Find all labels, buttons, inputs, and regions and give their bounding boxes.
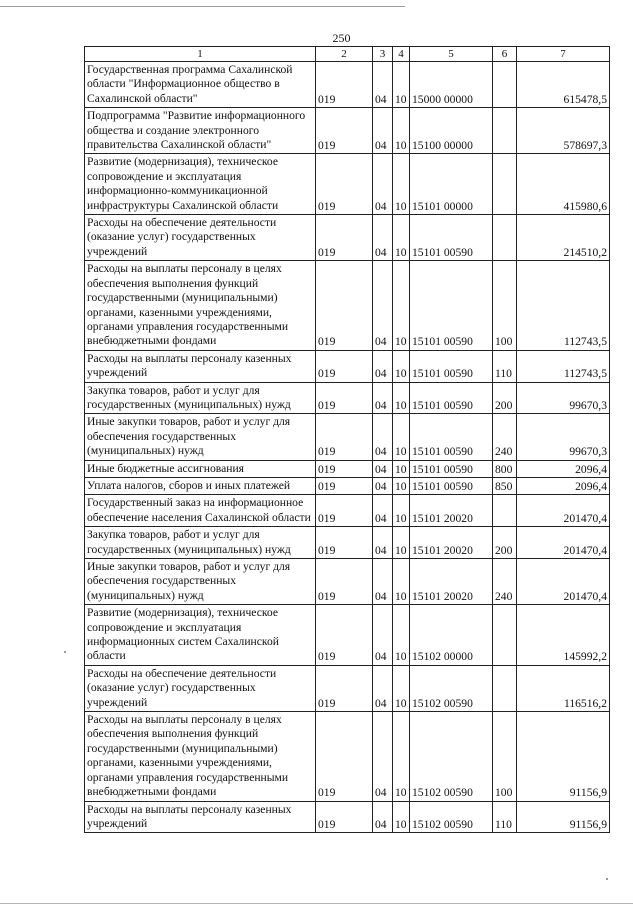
table-row [85, 108, 610, 154]
cell-name: Расходы на обеспечение деятельности (оказание услуг) государственных учреждений [85, 665, 316, 711]
cell-name: Государственная программа Сахалинской области "Информационное общество в Сахалинской области" [85, 62, 316, 108]
cell-subsection: 10 [393, 382, 410, 414]
cell-expense-type [493, 605, 517, 666]
cell-subsection: 10 [393, 215, 410, 261]
cell-subsection: 10 [393, 108, 410, 154]
cell-ministry: 019 [316, 605, 373, 666]
table-row [85, 559, 610, 605]
table-row [85, 605, 610, 666]
cell-name: Подпрограмма "Развитие информационного общества и создание электронного правительства Сахалинской области" [85, 108, 316, 154]
cell-expense-type: 240 [493, 559, 517, 605]
cell-sum: 615478,5 [517, 62, 610, 108]
cell-name: Иные закупки товаров, работ и услуг для обеспечения государственных (муниципальных) нужд [85, 414, 316, 460]
scan-speck [64, 651, 66, 653]
cell-section: 04 [373, 801, 393, 833]
cell-ministry: 019 [316, 460, 373, 477]
cell-ministry: 019 [316, 414, 373, 460]
cell-subsection: 10 [393, 477, 410, 494]
cell-ministry: 019 [316, 801, 373, 833]
cell-expense-type [493, 62, 517, 108]
cell-name: Иные закупки товаров, работ и услуг для обеспечения государственных (муниципальных) нужд [85, 559, 316, 605]
cell-sum: 145992,2 [517, 605, 610, 666]
cell-expense-type: 100 [493, 712, 517, 801]
cell-expense-type: 110 [493, 350, 517, 382]
cell-name: Закупка товаров, работ и услуг для государственных (муниципальных) нужд [85, 527, 316, 559]
cell-subsection: 10 [393, 62, 410, 108]
cell-section: 04 [373, 414, 393, 460]
cell-section: 04 [373, 154, 393, 215]
header-col-7: 7 [517, 47, 610, 62]
cell-subsection: 10 [393, 261, 410, 350]
cell-target-code: 15101 00590 [410, 460, 493, 477]
table-row [85, 62, 610, 108]
top-rule [0, 6, 405, 7]
cell-target-code: 15101 00590 [410, 261, 493, 350]
cell-subsection: 10 [393, 559, 410, 605]
cell-section: 04 [373, 62, 393, 108]
cell-section: 04 [373, 559, 393, 605]
cell-section: 04 [373, 382, 393, 414]
cell-sum: 201470,4 [517, 559, 610, 605]
cell-subsection: 10 [393, 350, 410, 382]
cell-target-code: 15101 00590 [410, 215, 493, 261]
cell-expense-type: 850 [493, 477, 517, 494]
cell-subsection: 10 [393, 495, 410, 527]
page-number: 250 [332, 31, 351, 45]
cell-section: 04 [373, 605, 393, 666]
cell-sum: 2096,4 [517, 460, 610, 477]
cell-ministry: 019 [316, 261, 373, 350]
cell-sum: 201470,4 [517, 495, 610, 527]
cell-expense-type: 110 [493, 801, 517, 833]
cell-target-code: 15100 00000 [410, 108, 493, 154]
cell-expense-type [493, 108, 517, 154]
cell-name: Расходы на выплаты персоналу казенных учреждений [85, 801, 316, 833]
cell-sum: 91156,9 [517, 712, 610, 801]
bottom-rule [0, 903, 633, 904]
cell-sum: 99670,3 [517, 414, 610, 460]
cell-target-code: 15101 00590 [410, 382, 493, 414]
cell-subsection: 10 [393, 712, 410, 801]
cell-ministry: 019 [316, 382, 373, 414]
cell-section: 04 [373, 527, 393, 559]
cell-sum: 99670,3 [517, 382, 610, 414]
cell-name: Расходы на обеспечение деятельности (оказание услуг) государственных учреждений [85, 215, 316, 261]
cell-target-code: 15101 00000 [410, 154, 493, 215]
table-row [85, 460, 610, 477]
cell-target-code: 15000 00000 [410, 62, 493, 108]
cell-subsection: 10 [393, 414, 410, 460]
cell-target-code: 15101 20020 [410, 495, 493, 527]
cell-ministry: 019 [316, 350, 373, 382]
header-col-6: 6 [493, 47, 517, 62]
cell-name: Расходы на выплаты персоналу в целях обеспечения выполнения функций государственными (муниципальными) органами, казенными учреждениями, органами управления государственными внебюджетными фондами [85, 712, 316, 801]
cell-target-code: 15101 00590 [410, 477, 493, 494]
cell-name: Государственный заказ на информационное обеспечение населения Сахалинской области [85, 495, 316, 527]
table-row [85, 477, 610, 494]
cell-name: Развитие (модернизация), техническое сопровождение и эксплуатация информационных систем Сахалинской области [85, 605, 316, 666]
header-col-5: 5 [410, 47, 493, 62]
cell-expense-type: 200 [493, 382, 517, 414]
cell-sum: 415980,6 [517, 154, 610, 215]
cell-section: 04 [373, 665, 393, 711]
scan-speck [606, 878, 608, 880]
cell-ministry: 019 [316, 559, 373, 605]
cell-section: 04 [373, 495, 393, 527]
cell-ministry: 019 [316, 477, 373, 494]
cell-section: 04 [373, 477, 393, 494]
cell-target-code: 15102 00590 [410, 801, 493, 833]
cell-name: Уплата налогов, сборов и иных платежей [85, 477, 316, 494]
table-row [85, 712, 610, 801]
cell-name: Расходы на выплаты персоналу в целях обеспечения выполнения функций государственными (муниципальными) органами, казенными учреждениями, органами управления государственными внебюджетными фондами [85, 261, 316, 350]
table-row [85, 261, 610, 350]
cell-ministry: 019 [316, 665, 373, 711]
cell-name: Иные бюджетные ассигнования [85, 460, 316, 477]
cell-ministry: 019 [316, 495, 373, 527]
cell-ministry: 019 [316, 712, 373, 801]
cell-subsection: 10 [393, 460, 410, 477]
cell-subsection: 10 [393, 527, 410, 559]
cell-target-code: 15101 00590 [410, 350, 493, 382]
cell-ministry: 019 [316, 108, 373, 154]
cell-ministry: 019 [316, 527, 373, 559]
cell-section: 04 [373, 460, 393, 477]
cell-target-code: 15101 20020 [410, 559, 493, 605]
cell-section: 04 [373, 350, 393, 382]
cell-ministry: 019 [316, 215, 373, 261]
table-row [85, 801, 610, 833]
cell-target-code: 15102 00590 [410, 712, 493, 801]
cell-ministry: 019 [316, 154, 373, 215]
cell-sum: 91156,9 [517, 801, 610, 833]
cell-ministry: 019 [316, 62, 373, 108]
cell-expense-type [493, 154, 517, 215]
cell-name: Расходы на выплаты персоналу казенных учреждений [85, 350, 316, 382]
cell-sum: 201470,4 [517, 527, 610, 559]
header-col-2: 2 [316, 47, 373, 62]
cell-section: 04 [373, 108, 393, 154]
cell-sum: 2096,4 [517, 477, 610, 494]
cell-section: 04 [373, 261, 393, 350]
table-row [85, 350, 610, 382]
cell-name: Закупка товаров, работ и услуг для государственных (муниципальных) нужд [85, 382, 316, 414]
table-row [85, 382, 610, 414]
cell-expense-type [493, 215, 517, 261]
table-row [85, 215, 610, 261]
cell-expense-type: 800 [493, 460, 517, 477]
header-col-1: 1 [85, 47, 316, 62]
cell-sum: 214510,2 [517, 215, 610, 261]
table-row [85, 414, 610, 460]
cell-expense-type [493, 495, 517, 527]
cell-subsection: 10 [393, 605, 410, 666]
cell-target-code: 15102 00000 [410, 605, 493, 666]
cell-name: Развитие (модернизация), техническое сопровождение и эксплуатация информационно-коммуникационной инфраструктуры Сахалинской области [85, 154, 316, 215]
cell-sum: 112743,5 [517, 261, 610, 350]
budget-table [84, 46, 610, 833]
table-row [85, 495, 610, 527]
cell-subsection: 10 [393, 801, 410, 833]
table-row [85, 527, 610, 559]
table-row [85, 154, 610, 215]
cell-section: 04 [373, 215, 393, 261]
cell-expense-type: 200 [493, 527, 517, 559]
cell-subsection: 10 [393, 665, 410, 711]
cell-target-code: 15102 00590 [410, 665, 493, 711]
header-col-4: 4 [393, 47, 410, 62]
cell-expense-type: 100 [493, 261, 517, 350]
cell-target-code: 15101 00590 [410, 414, 493, 460]
cell-expense-type: 240 [493, 414, 517, 460]
cell-sum: 578697,3 [517, 108, 610, 154]
cell-expense-type [493, 665, 517, 711]
cell-target-code: 15101 20020 [410, 527, 493, 559]
cell-sum: 112743,5 [517, 350, 610, 382]
table-row [85, 665, 610, 711]
cell-section: 04 [373, 712, 393, 801]
cell-subsection: 10 [393, 154, 410, 215]
cell-sum: 116516,2 [517, 665, 610, 711]
header-col-3: 3 [373, 47, 393, 62]
header-row [85, 47, 610, 62]
